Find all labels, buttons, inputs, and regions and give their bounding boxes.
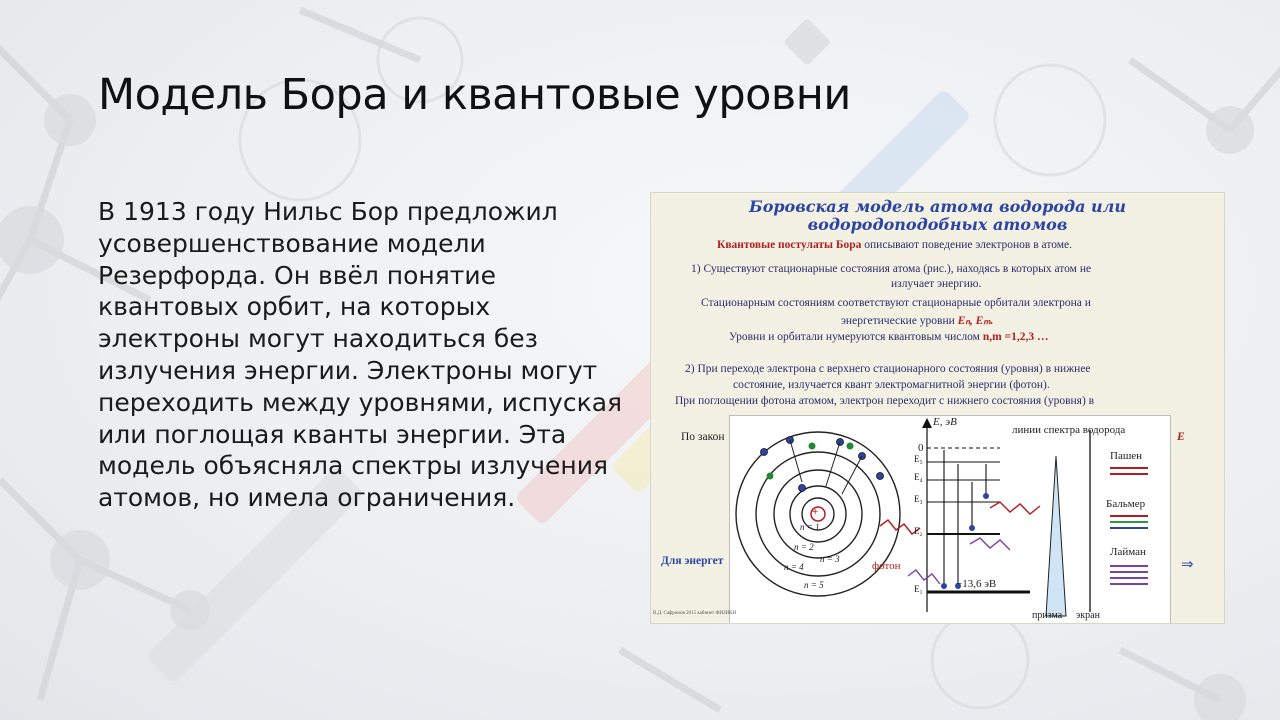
orbit-n1-label: n = 1 [800, 522, 820, 532]
spectrum-title: линии спектра водорода [1012, 424, 1126, 436]
partial-energy-symbol: E [1177, 431, 1185, 443]
postulate-1-line-2: излучает энергию. [891, 278, 982, 290]
postulate-1-line-1: 1) Существуют стационарные состояния атома (рис.), находясь в которых атом не [691, 263, 1092, 275]
quantum-number-text: Уровни и орбитали нумеруются квантовым числом [729, 331, 980, 343]
paschen-series-label: Пашен [1110, 450, 1143, 462]
slide-title: Модель Бора и квантовые уровни [98, 70, 851, 120]
energy-symbols: Eₙ, Eₘ. [957, 315, 994, 327]
bohr-model-figure [650, 192, 1225, 624]
orbit-n4-label: n = 4 [784, 562, 804, 572]
figure-title-line-1: Боровская модель атома водорода или [749, 197, 1126, 216]
figure-credit: В.Д. Сафронов 2015 кабинет ФИЗИКИ [653, 611, 737, 616]
level-e5-label: E₅ [914, 454, 923, 464]
arrow-right-icon: ⇒ [1181, 557, 1194, 573]
partial-law-text: По закон [681, 431, 725, 443]
orbit-n2-label: n = 2 [794, 542, 814, 552]
level-e4-label: E₄ [914, 472, 923, 482]
partial-energy-text: Для энергет [661, 555, 724, 567]
orbit-n3-label: n = 3 [820, 554, 840, 564]
level-e3-label: E₃ [914, 494, 923, 504]
level-e2-label: E₂ [914, 526, 923, 536]
postulate-1-line-5 [729, 331, 1048, 343]
energy-levels-text: энергетические уровни [841, 315, 955, 327]
nucleus-plus-icon: + [812, 506, 819, 518]
photon-label: фотон [872, 560, 901, 572]
slide-body-text: В 1913 году Нильс Бор предложил усовершенствование модели Резерфорда. Он ввёл понятие квантовых орбит, на которых электроны могут находиться без излучения энергии. Электроны могут переходить между уровнями, испуская или поглощая кванты энергии. Эта модель объясняла спектры излучения атомов, но имела ограничения. [98, 197, 623, 513]
figure-title-line-2: водородоподобных атомов [807, 215, 1068, 234]
energy-zero-label: 0 [918, 442, 924, 454]
balmer-series-label: Бальмер [1106, 498, 1146, 510]
level-e1-label: E₁ [914, 584, 923, 594]
postulates-heading: Квантовые постулаты Бора [717, 239, 862, 251]
quantum-numbers: n,m =1,2,3 … [982, 331, 1049, 343]
postulates-text: описывают поведение электронов в атоме. [864, 239, 1073, 251]
prism-label: призма [1032, 610, 1063, 621]
ground-energy-label: −13,6 эВ [956, 578, 997, 590]
screen-label: экран [1076, 610, 1100, 621]
orbit-n5-label: n = 5 [804, 580, 824, 590]
figure-postulates-line [717, 239, 1072, 251]
postulate-2-line-3: При поглощении фотона атомом, электрон переходит с нижнего состояния (уровня) в [675, 395, 1095, 407]
postulate-2-line-2: состояние, излучается квант электромагнитной энергии (фотон). [733, 379, 1050, 391]
postulate-2-line-1: 2) При переходе электрона с верхнего стационарного состояния (уровня) в нижнее [685, 363, 1091, 375]
postulate-1-line-4 [841, 313, 993, 327]
energy-axis-label: E, эВ [933, 416, 957, 428]
postulate-1-line-3: Стационарным состояниям соответствуют стационарные орбитали электрона и [701, 297, 1091, 309]
lyman-series-label: Лайман [1110, 546, 1146, 558]
energy-level-diagram [729, 415, 1171, 624]
energy-level-diagram-svg [730, 416, 1170, 624]
